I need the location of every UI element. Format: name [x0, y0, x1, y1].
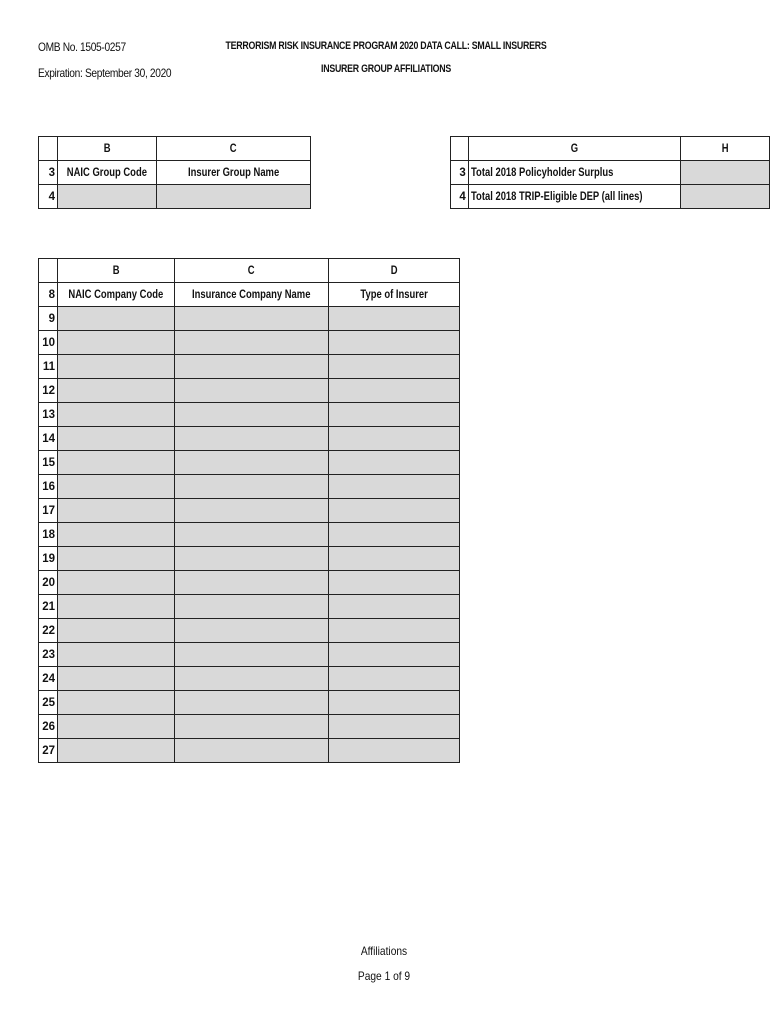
insurer-group-name-label: Insurer Group Name	[156, 161, 310, 185]
type-of-insurer-input[interactable]	[328, 403, 459, 427]
column-header-c: C	[156, 137, 310, 161]
table-row	[39, 403, 460, 427]
row-number: 8	[39, 283, 58, 307]
type-of-insurer-input[interactable]	[328, 739, 459, 763]
type-of-insurer-input[interactable]	[328, 547, 459, 571]
table-row	[39, 643, 460, 667]
table-row	[39, 547, 460, 571]
row-number: 12	[39, 379, 58, 403]
column-header-b: B	[58, 137, 157, 161]
naic-company-code-input[interactable]	[58, 739, 175, 763]
type-of-insurer-input[interactable]	[328, 427, 459, 451]
insurance-company-name-input[interactable]	[174, 499, 328, 523]
row-number: 4	[39, 185, 58, 209]
type-of-insurer-input[interactable]	[328, 451, 459, 475]
type-of-insurer-input[interactable]	[328, 499, 459, 523]
naic-group-code-input[interactable]	[58, 185, 157, 209]
row-number: 18	[39, 523, 58, 547]
row-number: 16	[39, 475, 58, 499]
row-number: 3	[39, 161, 58, 185]
row-number: 21	[39, 595, 58, 619]
insurance-company-name-input[interactable]	[174, 379, 328, 403]
type-of-insurer-input[interactable]	[328, 667, 459, 691]
type-of-insurer-input[interactable]	[328, 571, 459, 595]
row-number: 15	[39, 451, 58, 475]
table-row	[39, 619, 460, 643]
table-row	[39, 715, 460, 739]
insurance-company-name-input[interactable]	[174, 643, 328, 667]
table-row	[39, 331, 460, 355]
naic-company-code-input[interactable]	[58, 571, 175, 595]
row-number: 24	[39, 667, 58, 691]
row-number: 27	[39, 739, 58, 763]
insurer-group-name-input[interactable]	[156, 185, 310, 209]
naic-company-code-input[interactable]	[58, 379, 175, 403]
expiration-date: Expiration: September 30, 2020	[38, 66, 172, 80]
naic-company-code-input[interactable]	[58, 499, 175, 523]
insurer-group-table	[38, 136, 311, 209]
insurance-company-name-input[interactable]	[174, 475, 328, 499]
naic-company-code-input[interactable]	[58, 691, 175, 715]
insurance-company-name-input[interactable]	[174, 403, 328, 427]
type-of-insurer-input[interactable]	[328, 475, 459, 499]
page-title: TERRORISM RISK INSURANCE PROGRAM 2020 DATA CALL: SMALL INSURERS	[225, 40, 547, 52]
row-number: 19	[39, 547, 58, 571]
row-number-cell	[39, 137, 58, 161]
page-subtitle: INSURER GROUP AFFILIATIONS	[320, 63, 452, 75]
row-number-cell	[451, 137, 469, 161]
insurance-company-name-input[interactable]	[174, 691, 328, 715]
insurance-company-name-input[interactable]	[174, 715, 328, 739]
type-of-insurer-input[interactable]	[328, 619, 459, 643]
insurance-company-table	[38, 258, 460, 763]
naic-group-code-label: NAIC Group Code	[58, 161, 157, 185]
policyholder-surplus-input[interactable]	[680, 161, 769, 185]
table-row	[39, 595, 460, 619]
table-row	[39, 307, 460, 331]
surplus-table	[450, 136, 770, 209]
naic-company-code-input[interactable]	[58, 451, 175, 475]
insurance-company-name-input[interactable]	[174, 547, 328, 571]
insurance-company-name-label: Insurance Company Name	[174, 283, 328, 307]
column-header-g: G	[468, 137, 680, 161]
row-number: 22	[39, 619, 58, 643]
table-row	[39, 451, 460, 475]
row-number: 26	[39, 715, 58, 739]
insurance-company-name-input[interactable]	[174, 523, 328, 547]
row-number: 4	[451, 185, 469, 209]
naic-company-code-input[interactable]	[58, 475, 175, 499]
type-of-insurer-input[interactable]	[328, 379, 459, 403]
insurance-company-name-input[interactable]	[174, 739, 328, 763]
row-number: 17	[39, 499, 58, 523]
table-row	[39, 523, 460, 547]
row-number: 23	[39, 643, 58, 667]
row-number: 3	[451, 161, 469, 185]
row-number: 14	[39, 427, 58, 451]
row-number: 9	[39, 307, 58, 331]
table-row	[39, 379, 460, 403]
insurance-company-name-input[interactable]	[174, 619, 328, 643]
naic-company-code-input[interactable]	[58, 715, 175, 739]
row-number: 10	[39, 331, 58, 355]
table-row	[39, 475, 460, 499]
row-number: 25	[39, 691, 58, 715]
type-of-insurer-input[interactable]	[328, 307, 459, 331]
table-row	[39, 691, 460, 715]
naic-company-code-label: NAIC Company Code	[58, 283, 175, 307]
naic-company-code-input[interactable]	[58, 331, 175, 355]
insurance-company-name-input[interactable]	[174, 355, 328, 379]
row-number: 13	[39, 403, 58, 427]
insurance-company-name-input[interactable]	[174, 427, 328, 451]
type-of-insurer-input[interactable]	[328, 691, 459, 715]
naic-company-code-input[interactable]	[58, 355, 175, 379]
table-row	[39, 355, 460, 379]
trip-eligible-dep-label: Total 2018 TRIP-Eligible DEP (all lines)	[468, 185, 680, 209]
type-of-insurer-input[interactable]	[328, 523, 459, 547]
insurance-company-name-input[interactable]	[174, 307, 328, 331]
insurance-company-name-input[interactable]	[174, 331, 328, 355]
table-row	[39, 739, 460, 763]
omb-number: OMB No. 1505-0257	[38, 40, 126, 54]
table-row	[39, 499, 460, 523]
naic-company-code-input[interactable]	[58, 403, 175, 427]
insurance-company-name-input[interactable]	[174, 595, 328, 619]
row-number: 20	[39, 571, 58, 595]
naic-company-code-input[interactable]	[58, 619, 175, 643]
column-header-c: C	[174, 259, 328, 283]
type-of-insurer-input[interactable]	[328, 595, 459, 619]
type-of-insurer-input[interactable]	[328, 355, 459, 379]
footer-page-number: Page 1 of 9	[357, 969, 411, 983]
row-number-cell	[39, 259, 58, 283]
column-header-b: B	[58, 259, 175, 283]
footer-sheet-name: Affiliations	[360, 944, 408, 958]
table-row	[39, 427, 460, 451]
row-number: 11	[39, 355, 58, 379]
type-of-insurer-label: Type of Insurer	[328, 283, 459, 307]
naic-company-code-input[interactable]	[58, 523, 175, 547]
insurance-company-name-input[interactable]	[174, 667, 328, 691]
type-of-insurer-input[interactable]	[328, 715, 459, 739]
column-header-h: H	[680, 137, 769, 161]
naic-company-code-input[interactable]	[58, 307, 175, 331]
column-header-d: D	[328, 259, 459, 283]
naic-company-code-input[interactable]	[58, 595, 175, 619]
naic-company-code-input[interactable]	[58, 547, 175, 571]
naic-company-code-input[interactable]	[58, 667, 175, 691]
table-row	[39, 667, 460, 691]
naic-company-code-input[interactable]	[58, 643, 175, 667]
type-of-insurer-input[interactable]	[328, 643, 459, 667]
type-of-insurer-input[interactable]	[328, 331, 459, 355]
naic-company-code-input[interactable]	[58, 427, 175, 451]
insurance-company-name-input[interactable]	[174, 451, 328, 475]
table-row	[39, 571, 460, 595]
trip-eligible-dep-input[interactable]	[680, 185, 769, 209]
insurance-company-name-input[interactable]	[174, 571, 328, 595]
policyholder-surplus-label: Total 2018 Policyholder Surplus	[468, 161, 680, 185]
